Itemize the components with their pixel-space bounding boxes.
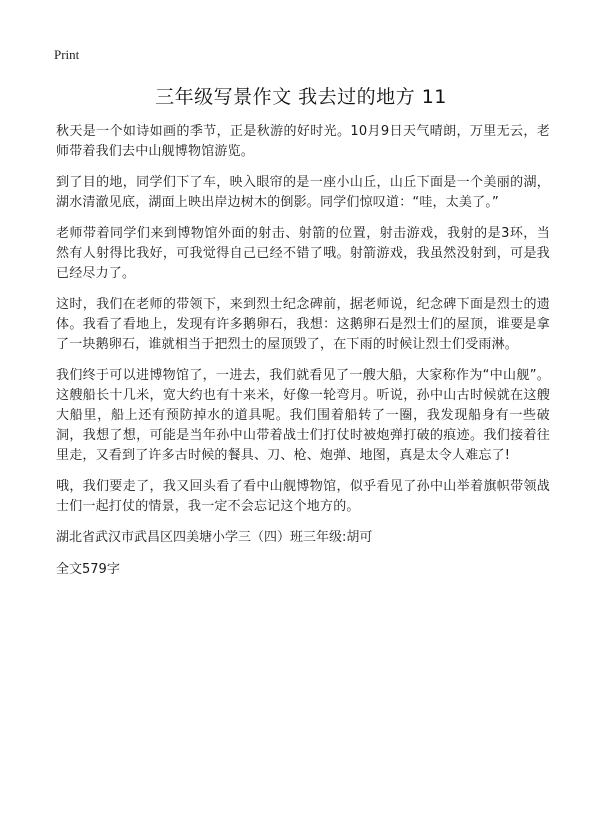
article-paragraph: 老师带着同学们来到博物馆外面的射击、射箭的位置，射击游戏，我射的是3环，当然有人射得比我好，可我觉得自己已经不错了哦。射箭游戏，我虽然没射到，可是我已经尽力了。	[56, 226, 550, 281]
article-paragraph: 我们终于可以进博物馆了，一进去，我们就看见了一艘大船，大家称作为“中山舰”。这艘船长十几米，宽大约也有十来米，好像一轮弯月。听说，孙中山古时候就在这艘大船里，船上还有预防掉水的道具呢。我们围着船转了一圈，我发现船身有一些破洞，我想了想，可能是当年孙中山带着战士们打仗时被炮弹打破的痕迹。我们接着往里走，又看到了许多古时候的餐具、刀、枪、炮弹、地图，真是太令人难忘了!	[56, 368, 550, 463]
article-paragraph: 哦，我们要走了，我又回头看了看中山舰博物馆，似乎看见了孙中山举着旗帜带领战士们一起打仗的情景，我一定不会忘记这个地方的。	[56, 479, 550, 514]
article-title: 三年级写景作文 我去过的地方 11	[155, 86, 447, 108]
article-paragraph: 秋天是一个如诗如画的季节，正是秋游的好时光。10月9日天气晴朗，万里无云，老师带着我们去中山舰博物馆游览。	[56, 124, 550, 159]
author-line: 湖北省武汉市武昌区四美塘小学三（四）班三年级:胡可	[56, 530, 373, 545]
word-count: 全文579字	[56, 562, 120, 577]
article-paragraph: 这时，我们在老师的带领下，来到烈士纪念碑前，据老师说，纪念碑下面是烈士的遗体。我看了看地上，发现有许多鹅卵石，我想：这鹅卵石是烈士们的屋顶，谁要是拿了一块鹅卵石，谁就相当于把烈士的屋顶毁了，在下雨的时候让烈士们受雨淋。	[56, 297, 550, 352]
article-paragraph: 到了目的地，同学们下了车，映入眼帘的是一座小山丘，山丘下面是一个美丽的湖，湖水清澈见底，湖面上映出岸边树木的倒影。同学们惊叹道：“哇，太美了。”	[56, 175, 550, 210]
print-link[interactable]: Print	[54, 47, 80, 62]
article-body	[56, 122, 550, 580]
